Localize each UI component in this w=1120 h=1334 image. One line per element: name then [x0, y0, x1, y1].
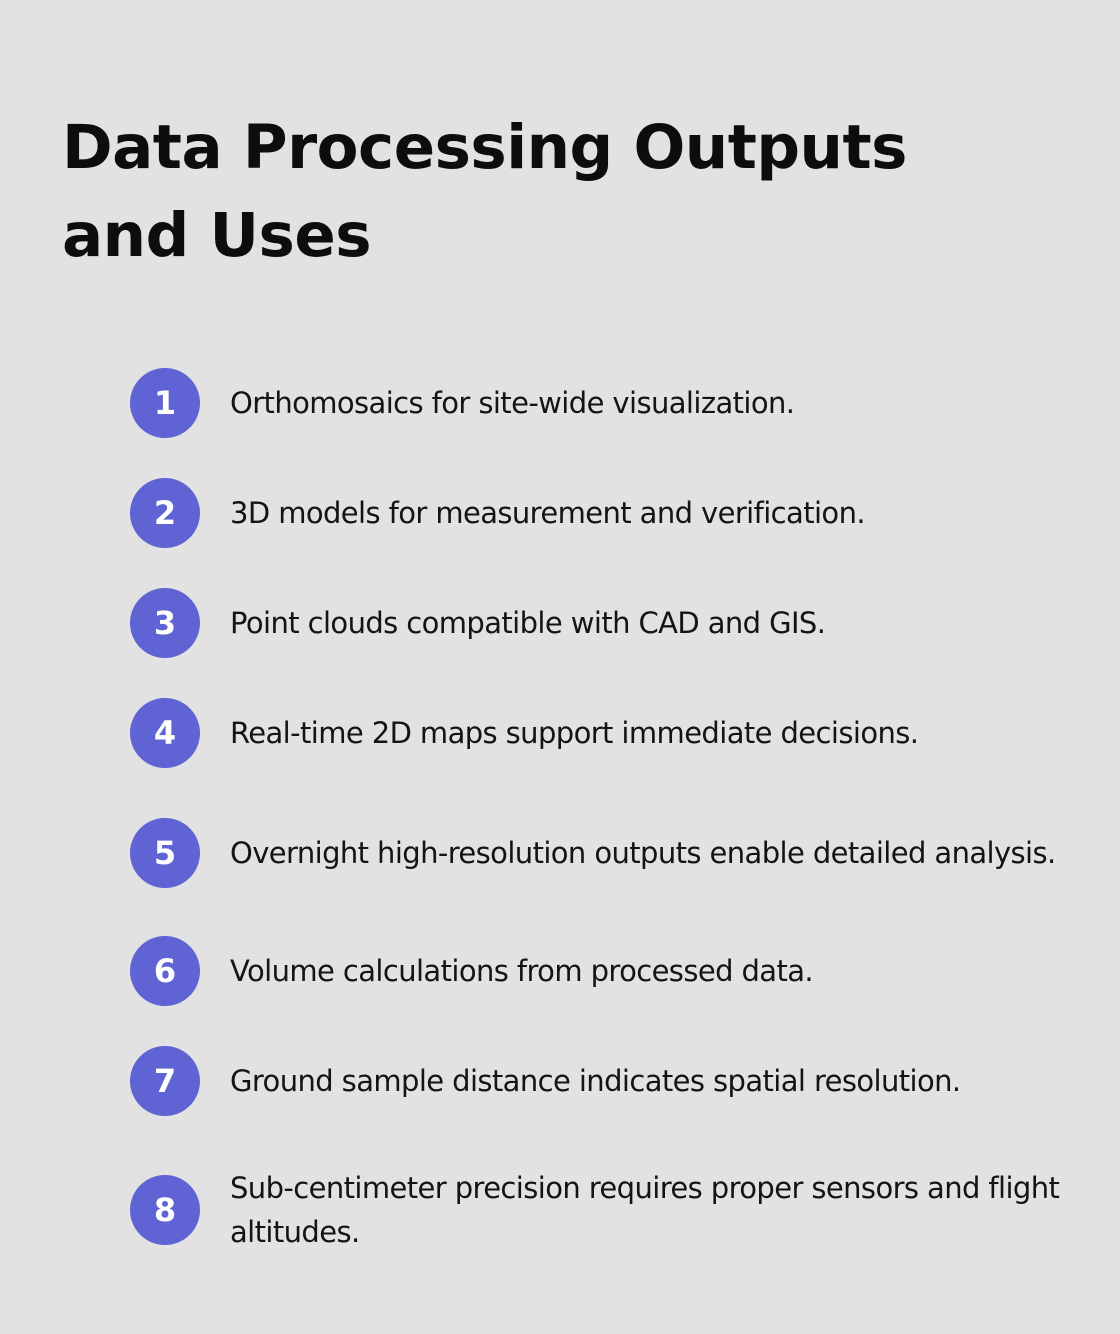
- list-item-text: Real-time 2D maps support immediate decisions.: [230, 716, 919, 750]
- step-number-badge: 2: [130, 478, 200, 548]
- list-item-text: Sub-centimeter precision requires proper sensors and flight altitudes.: [230, 1171, 1060, 1249]
- page-title: Data Processing Outputs and Uses: [62, 112, 907, 271]
- list-item: [130, 936, 1060, 1006]
- step-number-badge: 7: [130, 1046, 200, 1116]
- list-item-text: Overnight high-resolution outputs enable detailed analysis.: [230, 836, 1056, 870]
- list-item-text: Ground sample distance indicates spatial resolution.: [230, 1064, 961, 1098]
- list-item-text: Point clouds compatible with CAD and GIS.: [230, 606, 826, 640]
- list-item: [130, 818, 1060, 888]
- step-number-badge: 3: [130, 588, 200, 658]
- list-item: [130, 1166, 1060, 1254]
- list-item: [130, 1046, 1060, 1116]
- step-number-badge: 4: [130, 698, 200, 768]
- step-number-badge: 5: [130, 818, 200, 888]
- list-item: [130, 368, 1060, 438]
- list-item: [130, 478, 1060, 548]
- list-item-text: 3D models for measurement and verification.: [230, 496, 865, 530]
- step-number-badge: 8: [130, 1175, 200, 1245]
- list-item: [130, 588, 1060, 658]
- list-item-text: Orthomosaics for site-wide visualization.: [230, 386, 795, 420]
- step-number-badge: 6: [130, 936, 200, 1006]
- step-number-badge: 1: [130, 368, 200, 438]
- list-item: [130, 698, 1060, 768]
- list-item-text: Volume calculations from processed data.: [230, 954, 814, 988]
